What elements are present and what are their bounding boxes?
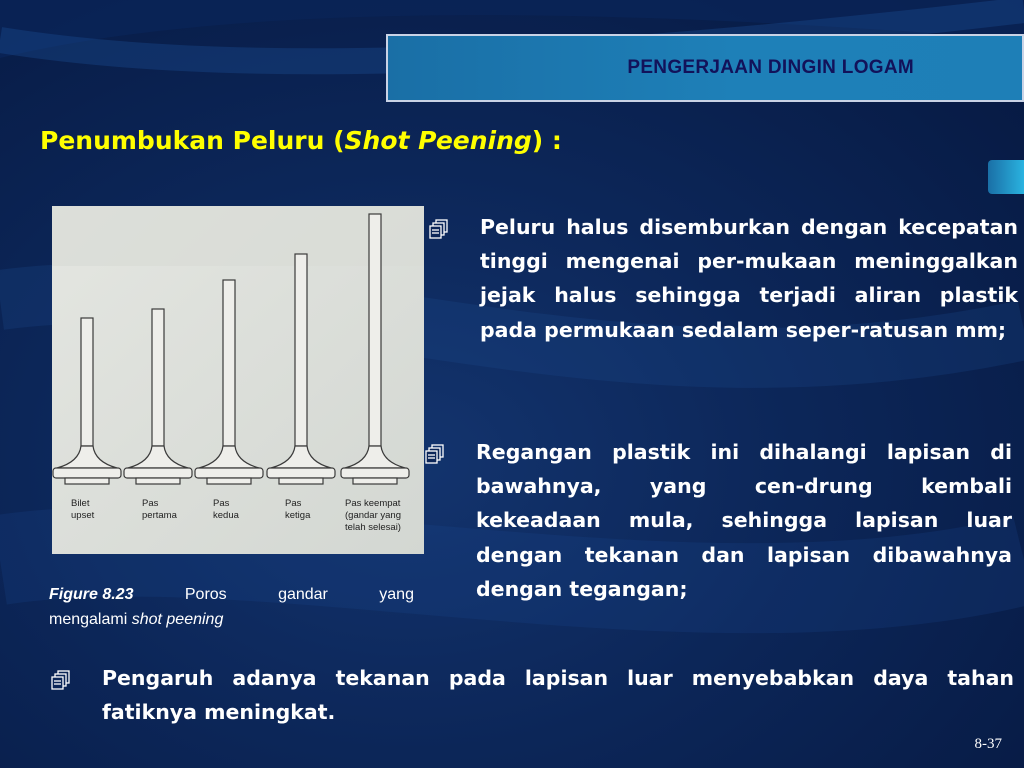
valve-head [53,468,121,478]
valve-stem [369,214,381,446]
slide-title [40,126,562,155]
valve-label: Pas [213,498,230,509]
caption-word-3: yang [379,586,414,603]
slide-title-prefix: Penumbukan Peluru ( [40,126,345,155]
caption-word-4: mengalami [49,611,128,628]
valve-stem [81,318,93,446]
valve-label: telah selesai) [345,522,401,533]
valve-drawing [52,206,424,554]
valve-stem [152,309,164,446]
caption-word-2: gandar [278,586,328,603]
valve-foot [65,478,109,484]
valve-label: Bilet [71,498,90,509]
valve-head [341,468,409,478]
valve-label: Pas [285,498,302,509]
bullet-text-3: Pengaruh adanya tekanan pada lapisan luar menyebabkan daya tahan fatiknya meningkat. [102,666,1014,725]
slide-title-emphasis: Shot Peening [344,126,532,155]
bullet-item-3 [50,661,1020,729]
valve-label: (gandar yang [345,510,401,521]
valve-foot [207,478,251,484]
valve-head [195,468,263,478]
valve-label: kedua [213,510,239,521]
stacked-pages-icon [50,669,72,691]
valve-head [124,468,192,478]
caption-word-1: Poros [184,586,227,603]
valve-stem [223,280,235,446]
valve-label: Pas [142,498,159,509]
bullet-item-2 [424,435,1020,606]
figure-caption [49,582,414,632]
stacked-pages-icon [428,218,450,240]
caption-italic: shot peening [131,611,224,628]
valve-label: Pas keempat [345,498,401,509]
stacked-pages-icon [424,443,446,465]
slide-title-suffix: ) : [531,126,562,155]
figure-image-valves [52,206,424,554]
valve-label: upset [71,510,95,521]
valve-head [267,468,335,478]
caption-figure-number: Figure 8.23 [49,586,134,603]
header-box [386,34,1024,102]
header-title: PENGERJAAN DINGIN LOGAM [627,57,914,78]
bullet-text-1: Peluru halus disemburkan dengan kecepatan tinggi mengenai per-mukaan meninggalkan jejak halus sehingga terjadi aliran plastik pada permukaan sedalam seper-ratusan mm; [480,215,1018,342]
valve-label: pertama [142,510,177,521]
accent-tab [988,160,1024,194]
valve-foot [279,478,323,484]
bullet-text-2: Regangan plastik ini dihalangi lapisan di bawahnya, yang cen-drung kembali kekeadaan mula, sehingga lapisan luar dengan tekanan dan lapisan dibawahnya dengan tegangan; [476,440,1012,601]
valve-foot [353,478,397,484]
valve-stem [295,254,307,446]
page-number: 8-37 [974,736,1002,752]
bullet-item-1 [428,210,1020,347]
valve-foot [136,478,180,484]
valve-label: ketiga [285,510,311,521]
